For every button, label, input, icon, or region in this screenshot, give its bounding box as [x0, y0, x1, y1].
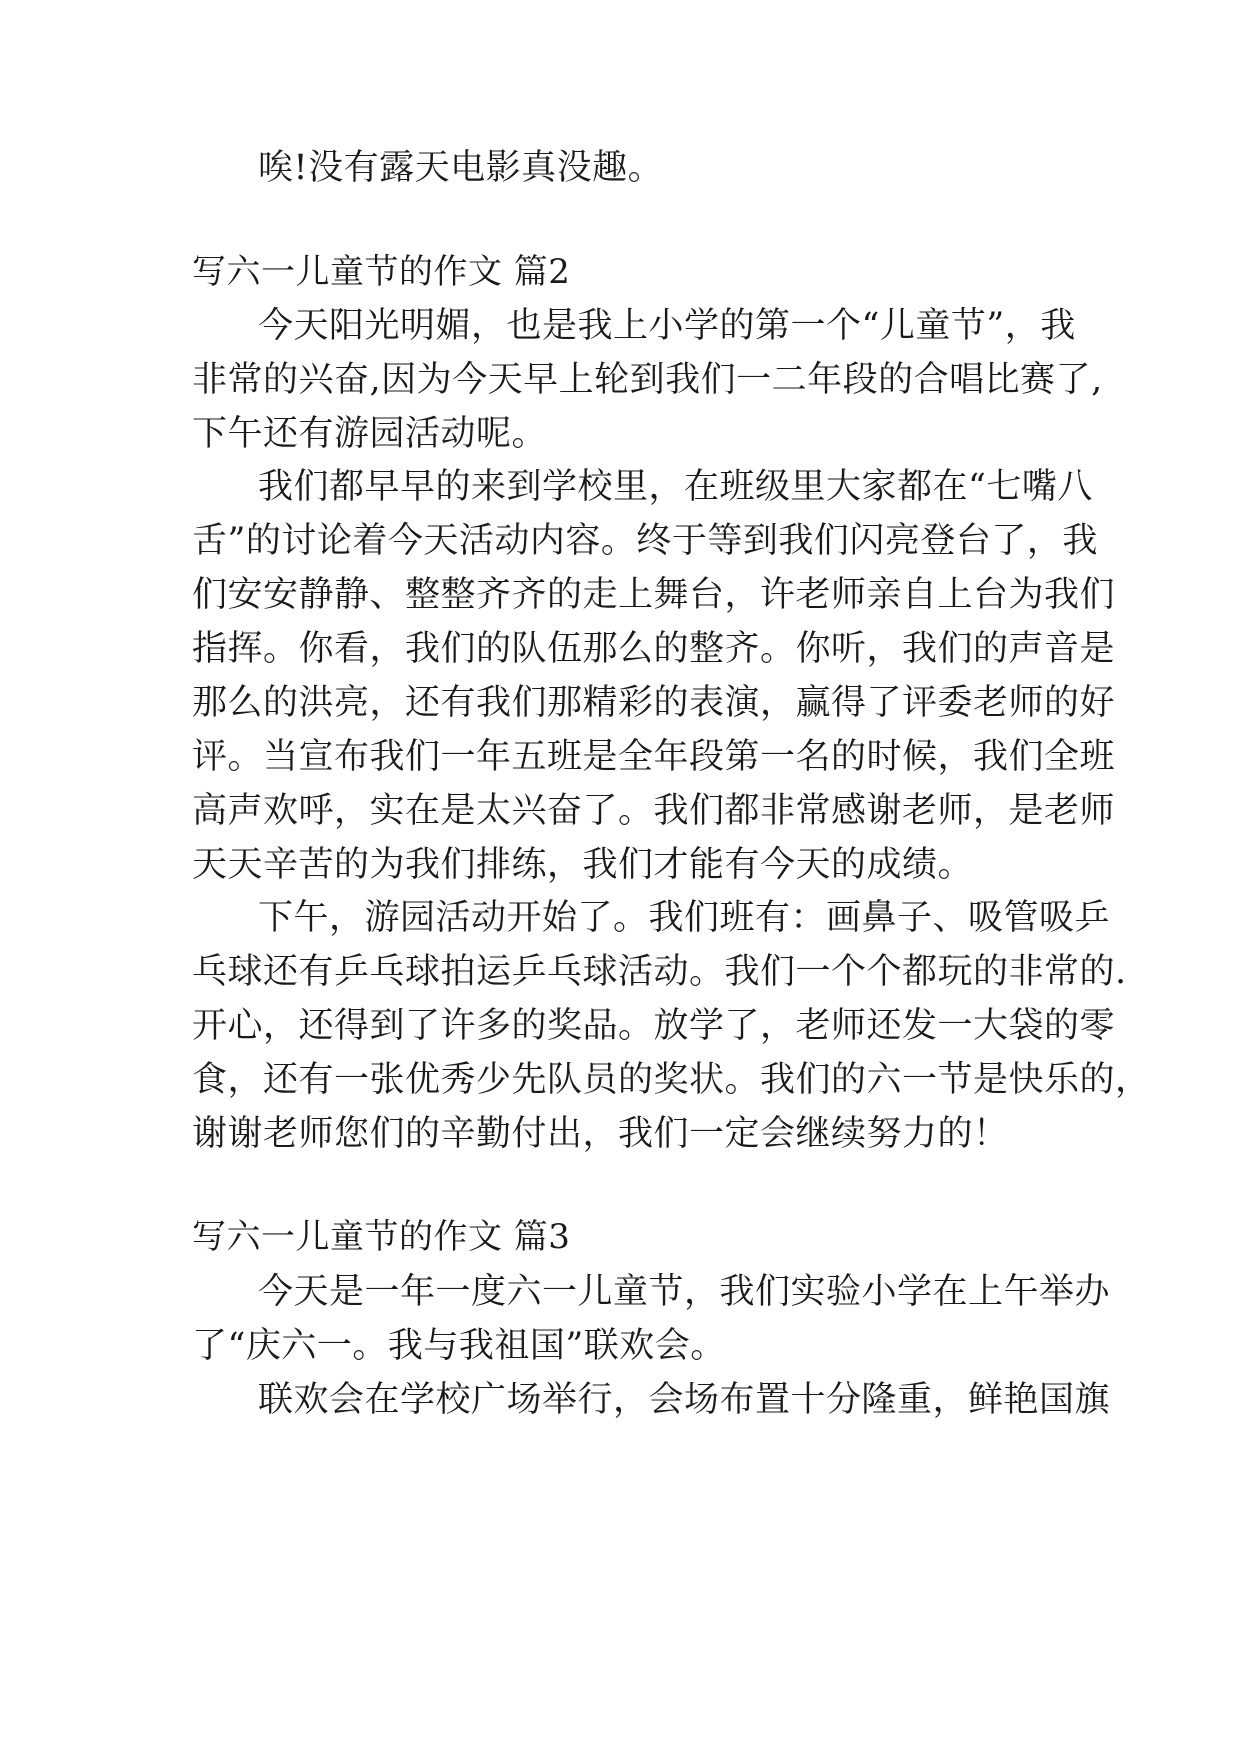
section2-line: 高声欢呼，实在是太兴奋了。我们都非常感谢老师，是老师 — [192, 791, 1116, 831]
section2-line: 今天阳光明媚，也是我上小学的第一个“儿童节”，我 — [258, 306, 1076, 346]
section2-line: 那么的洪亮，还有我们那精彩的表演，赢得了评委老师的好 — [192, 683, 1116, 723]
section2-line: 非常的兴奋,因为今天早上轮到我们一二年段的合唱比赛了, — [192, 360, 1103, 400]
section1-tail-line: 唉!没有露天电影真没趣。 — [258, 148, 664, 188]
section2-line: 我们都早早的来到学校里，在班级里大家都在“七嘴八 — [258, 467, 1093, 507]
section2-line: 下午，游园活动开始了。我们班有：画鼻子、吸管吸乒 — [258, 898, 1111, 938]
section2-line: 评。当宣布我们一年五班是全年段第一名的时候，我们全班 — [192, 737, 1116, 777]
section2-line: 开心，还得到了许多的奖品。放学了，老师还发一大袋的零 — [192, 1006, 1116, 1046]
section2-heading: 写六一儿童节的作文 篇2 — [192, 252, 571, 292]
section2-line: 天天辛苦的为我们排练，我们才能有今天的成绩。 — [192, 845, 974, 885]
section2-line: 食，还有一张优秀少先队员的奖状。我们的六一节是快乐的， — [192, 1060, 1151, 1100]
section3-heading: 写六一儿童节的作文 篇3 — [192, 1217, 571, 1257]
section3-line: 联欢会在学校广场举行，会场布置十分隆重，鲜艳国旗 — [258, 1380, 1111, 1420]
section2-line: 们安安静静、整整齐齐的走上舞台，许老师亲自上台为我们 — [192, 575, 1116, 615]
section3-line: 了“庆六一。我与我祖国”联欢会。 — [192, 1326, 726, 1366]
section2-line: 下午还有游园活动呢。 — [192, 414, 548, 454]
section3-line: 今天是一年一度六一儿童节，我们实验小学在上午举办 — [258, 1272, 1111, 1312]
section2-line: 舌”的讨论着今天活动内容。终于等到我们闪亮登台了，我 — [192, 521, 1098, 561]
section2-line: 谢谢老师您们的辛勤付出，我们一定会继续努力的！ — [192, 1114, 1009, 1154]
section2-line: 乓球还有乒乓球拍运乒乓球活动。我们一个个都玩的非常的. — [192, 952, 1127, 992]
section2-line: 指挥。你看，我们的队伍那么的整齐。你听，我们的声音是 — [192, 629, 1116, 669]
